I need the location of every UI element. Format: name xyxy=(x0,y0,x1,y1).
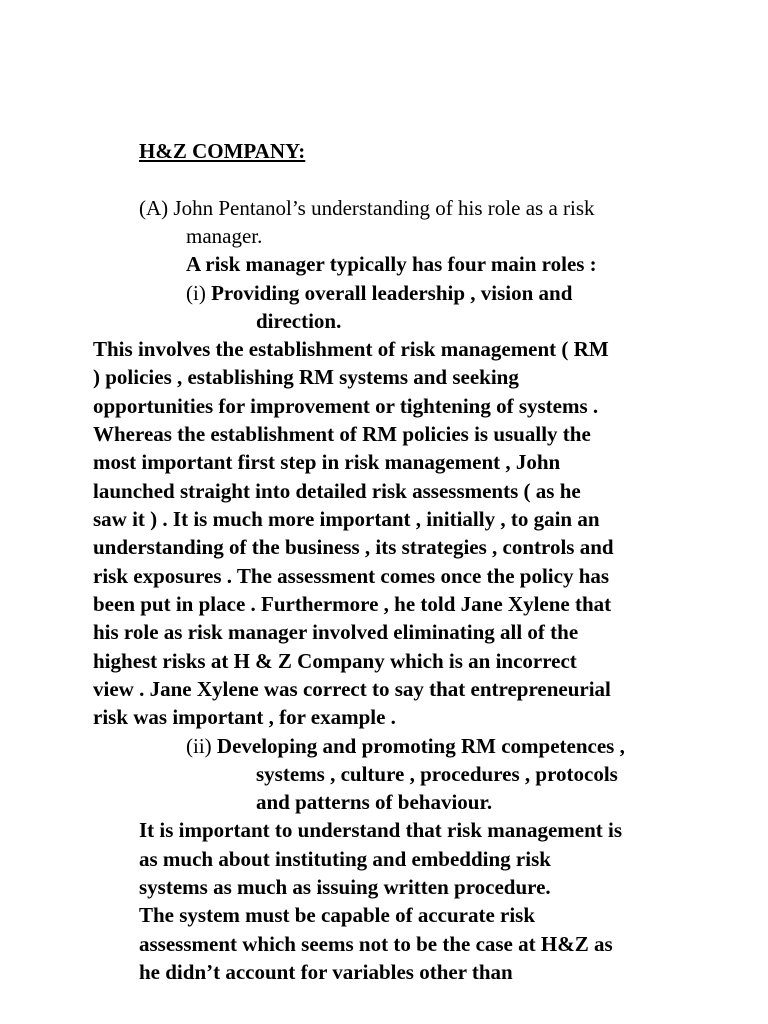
paragraph1-line: risk exposures . The assessment comes once the policy has xyxy=(93,564,610,588)
role2-number: (ii) xyxy=(186,734,212,758)
paragraph2-line: It is important to understand that risk management is xyxy=(139,818,623,842)
role2-heading-text: Developing and promoting RM competences , xyxy=(211,734,625,758)
role1-heading-text: Providing overall leadership , vision and xyxy=(205,281,573,305)
paragraph1-line: saw it ) . It is much more important , initially , to gain an xyxy=(93,507,600,531)
role2-heading-line3: and patterns of behaviour. xyxy=(256,790,493,814)
paragraph2-line: as much about instituting and embedding risk xyxy=(139,847,551,871)
paragraph1-line: most important first step in risk management , John xyxy=(93,450,561,474)
section-a-heading-line2: manager. xyxy=(186,224,263,248)
paragraph1-line: his role as risk manager involved eliminating all of the xyxy=(93,620,579,644)
section-a-label: (A) xyxy=(139,196,169,220)
section-a-heading-line1 xyxy=(139,194,595,222)
paragraph1-line: This involves the establishment of risk management ( RM xyxy=(93,337,609,361)
paragraph1-line: opportunities for improvement or tightening of systems . xyxy=(93,394,599,418)
role1-heading-line1 xyxy=(186,279,572,307)
paragraph1-line: ) policies , establishing RM systems and seeking xyxy=(93,365,519,389)
paragraph2-line: systems as much as issuing written procedure. xyxy=(139,875,551,899)
paragraph1-line: launched straight into detailed risk assessments ( as he xyxy=(93,479,581,503)
paragraph2-line: he didn’t account for variables other than xyxy=(139,960,513,984)
role1-number: (i) xyxy=(186,281,206,305)
paragraph1-line: Whereas the establishment of RM policies is usually the xyxy=(93,422,591,446)
paragraph1-line: risk was important , for example . xyxy=(93,705,396,729)
paragraph1-line: highest risks at H & Z Company which is an incorrect xyxy=(93,649,577,673)
paragraph1-line: understanding of the business , its strategies , controls and xyxy=(93,535,614,559)
roles-intro: A risk manager typically has four main roles : xyxy=(186,252,597,276)
role2-heading-line1 xyxy=(186,732,625,760)
role1-heading-line2: direction. xyxy=(256,309,342,333)
paragraph2-line: assessment which seems not to be the case at H&Z as xyxy=(139,932,613,956)
section-a-heading-text: John Pentanol’s understanding of his role as a risk xyxy=(168,196,595,220)
paragraph2-line: The system must be capable of accurate risk xyxy=(139,903,536,927)
role2-heading-line2: systems , culture , procedures , protocols xyxy=(256,762,618,786)
document-title: H&Z COMPANY: xyxy=(139,139,306,163)
paragraph1-line: been put in place . Furthermore , he told Jane Xylene that xyxy=(93,592,612,616)
paragraph1-line: view . Jane Xylene was correct to say that entrepreneurial xyxy=(93,677,611,701)
